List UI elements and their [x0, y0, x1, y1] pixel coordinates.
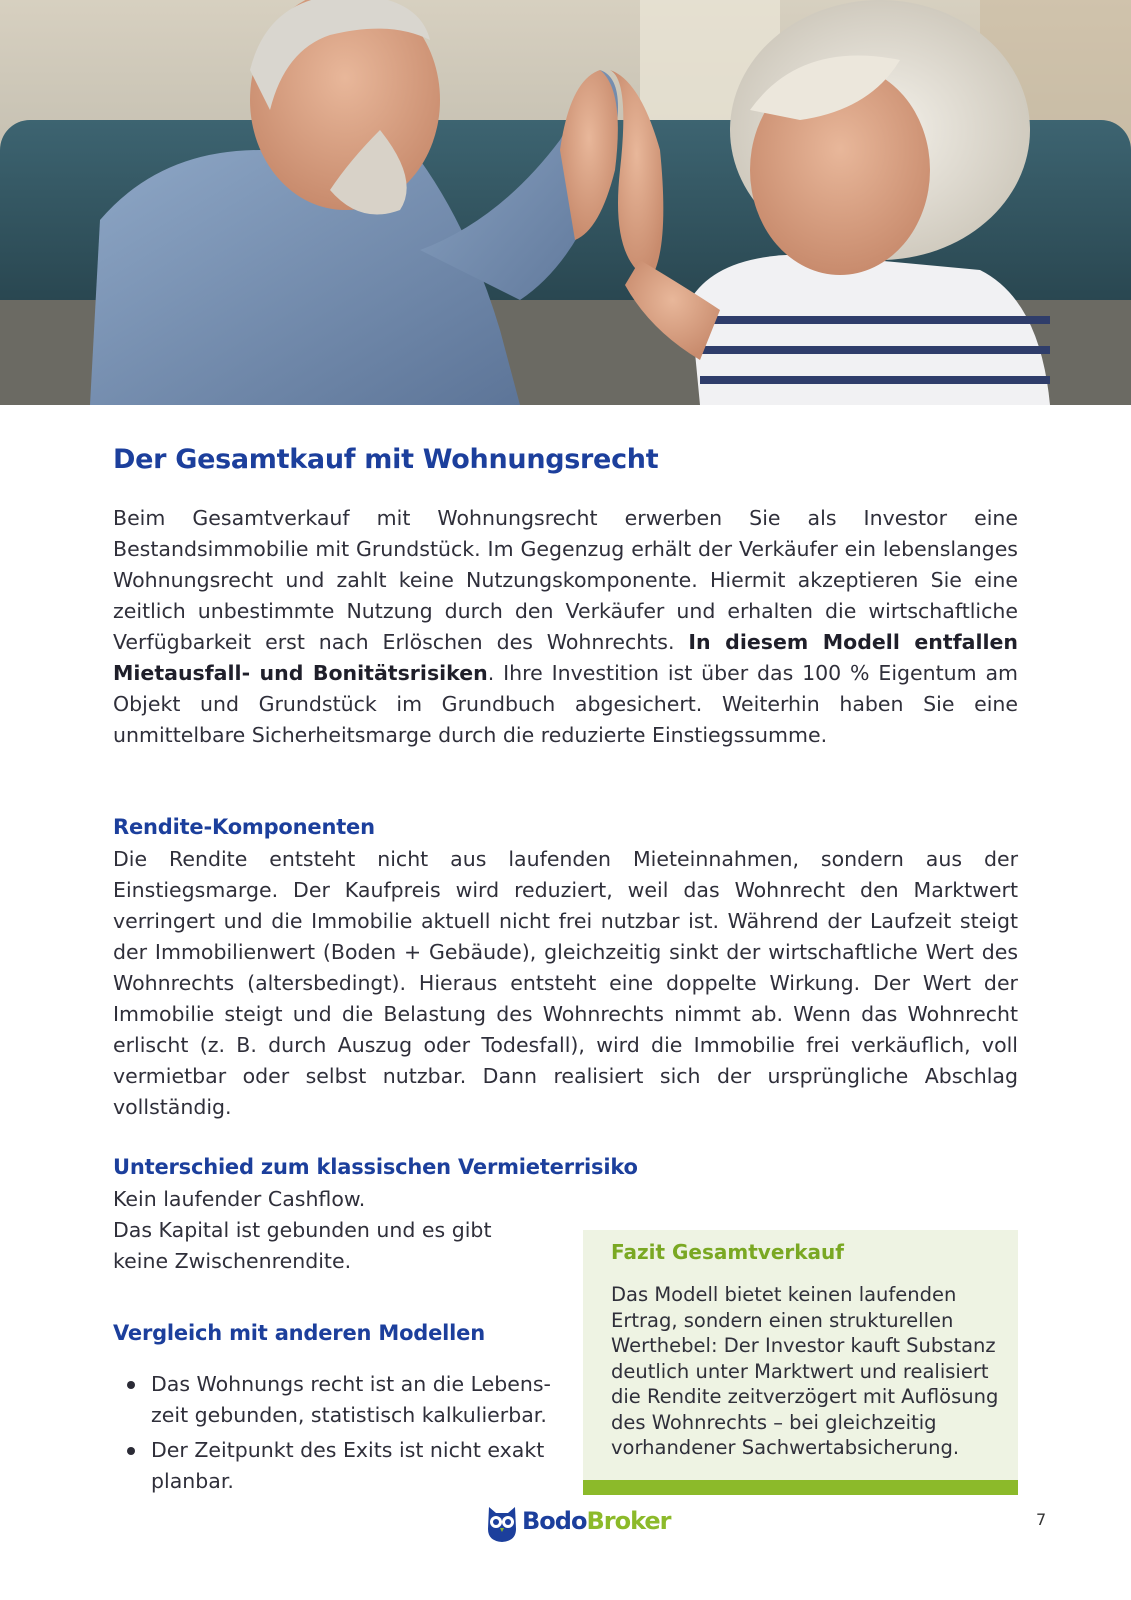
fazit-heading: Fazit Gesamtverkauf: [611, 1240, 844, 1264]
photo-illustration: [0, 0, 1131, 405]
vergleich-heading: Vergleich mit anderen Modellen: [113, 1321, 485, 1345]
bullet-icon: [127, 1447, 135, 1455]
fazit-text: Das Modell bietet keinen laufenden Ertrag, sondern einen strukturellen Werthebel: Der Investor kauft Substanz deutlich unter Marktwert und realisiert die Rendite zeitverzögert mit Auflösung des Wohnrechts – bei gleichzeitig vorhandener Sachwertabsicherung.: [611, 1283, 999, 1459]
page-title: Der Gesamtkauf mit Wohnungsrecht: [113, 444, 659, 475]
intro-text-1: Beim Gesamtverkauf mit Wohnungsrecht erwerben Sie als Investor eine Bestandsimmobilie mit Grundstück. Im Gegenzug erhält der Verkäufer ein lebenslanges Wohnungsrecht und zahlt keine Nutzungskomponente. Hiermit akzeptieren Sie eine zeitlich unbestimmte Nutzung durch den Verkäufer und erhalten die wirtschaftliche Verfügbarkeit erst nach Erlöschen des Wohnrechts.: [113, 506, 1018, 654]
bullet-text: Das Wohnungs recht ist an die Lebens-: [151, 1372, 551, 1396]
brand-name: [522, 1507, 671, 1535]
brand-name-part-1: Bodo: [522, 1507, 587, 1535]
unterschied-heading: Unterschied zum klassischen Vermieterrisiko: [113, 1155, 638, 1179]
owl-icon: [486, 1503, 518, 1543]
header-photo: [0, 0, 1131, 405]
list-item: [113, 1369, 583, 1431]
rendite-paragraph: Die Rendite entsteht nicht aus laufenden Mieteinnahmen, sondern aus der Einstiegsmarge. Der Kaufpreis wird reduziert, weil das Wohnrecht den Marktwert verringert und die Immobilie aktuell nicht frei nutzbar ist. Während der Laufzeit steigt der Immobilienwert (Boden + Gebäude), gleichzeitig sinkt der wirtschaftliche Wert des Wohnrechts (altersbedingt). Hieraus entsteht eine doppelte Wirkung. Der Wert der Immobilie steigt und die Belastung des Wohnrechts nimmt ab. Wenn das Wohnrecht erlischt (z. B. durch Auszug oder Todesfall), wird die Immobilie frei verkäuflich, voll vermietbar oder selbst nutzbar. Dann realisiert sich der ursprüngliche Abschlag vollständig.: [113, 847, 1018, 1119]
bullet-text: zeit gebunden, statistisch kalkulierbar.: [151, 1403, 547, 1427]
rendite-heading: Rendite-Komponenten: [113, 815, 375, 839]
brand-name-part-2: Broker: [586, 1507, 671, 1535]
intro-bold-text: In diesem Modell entfallen Mietausfall- und Bonitätsrisiken: [113, 630, 1018, 685]
bullet-icon: [127, 1381, 135, 1389]
intro-text-2: . Ihre Investition ist über das 100 % Eigentum am Objekt und Grundstück im Grundbuch abgesichert. Weiterhin haben Sie eine unmittelbare Sicherheitsmarge durch die reduzierte Einstiegssumme.: [113, 661, 1018, 747]
fazit-box: [583, 1230, 1018, 1495]
vergleich-list: [113, 1369, 583, 1501]
page-number: 7: [1036, 1510, 1047, 1529]
unterschied-line-1: Kein laufender Cashflow.: [113, 1187, 366, 1211]
brand-logo: [486, 1503, 671, 1543]
unterschied-line-2: Das Kapital ist gebunden und es gibt: [113, 1218, 492, 1242]
bullet-text: planbar.: [151, 1469, 234, 1493]
list-item: [113, 1435, 583, 1497]
unterschied-line-3: keine Zwischenrendite.: [113, 1249, 352, 1273]
bullet-text: Der Zeitpunkt des Exits ist nicht exakt: [151, 1438, 545, 1462]
intro-paragraph: [113, 503, 1018, 751]
